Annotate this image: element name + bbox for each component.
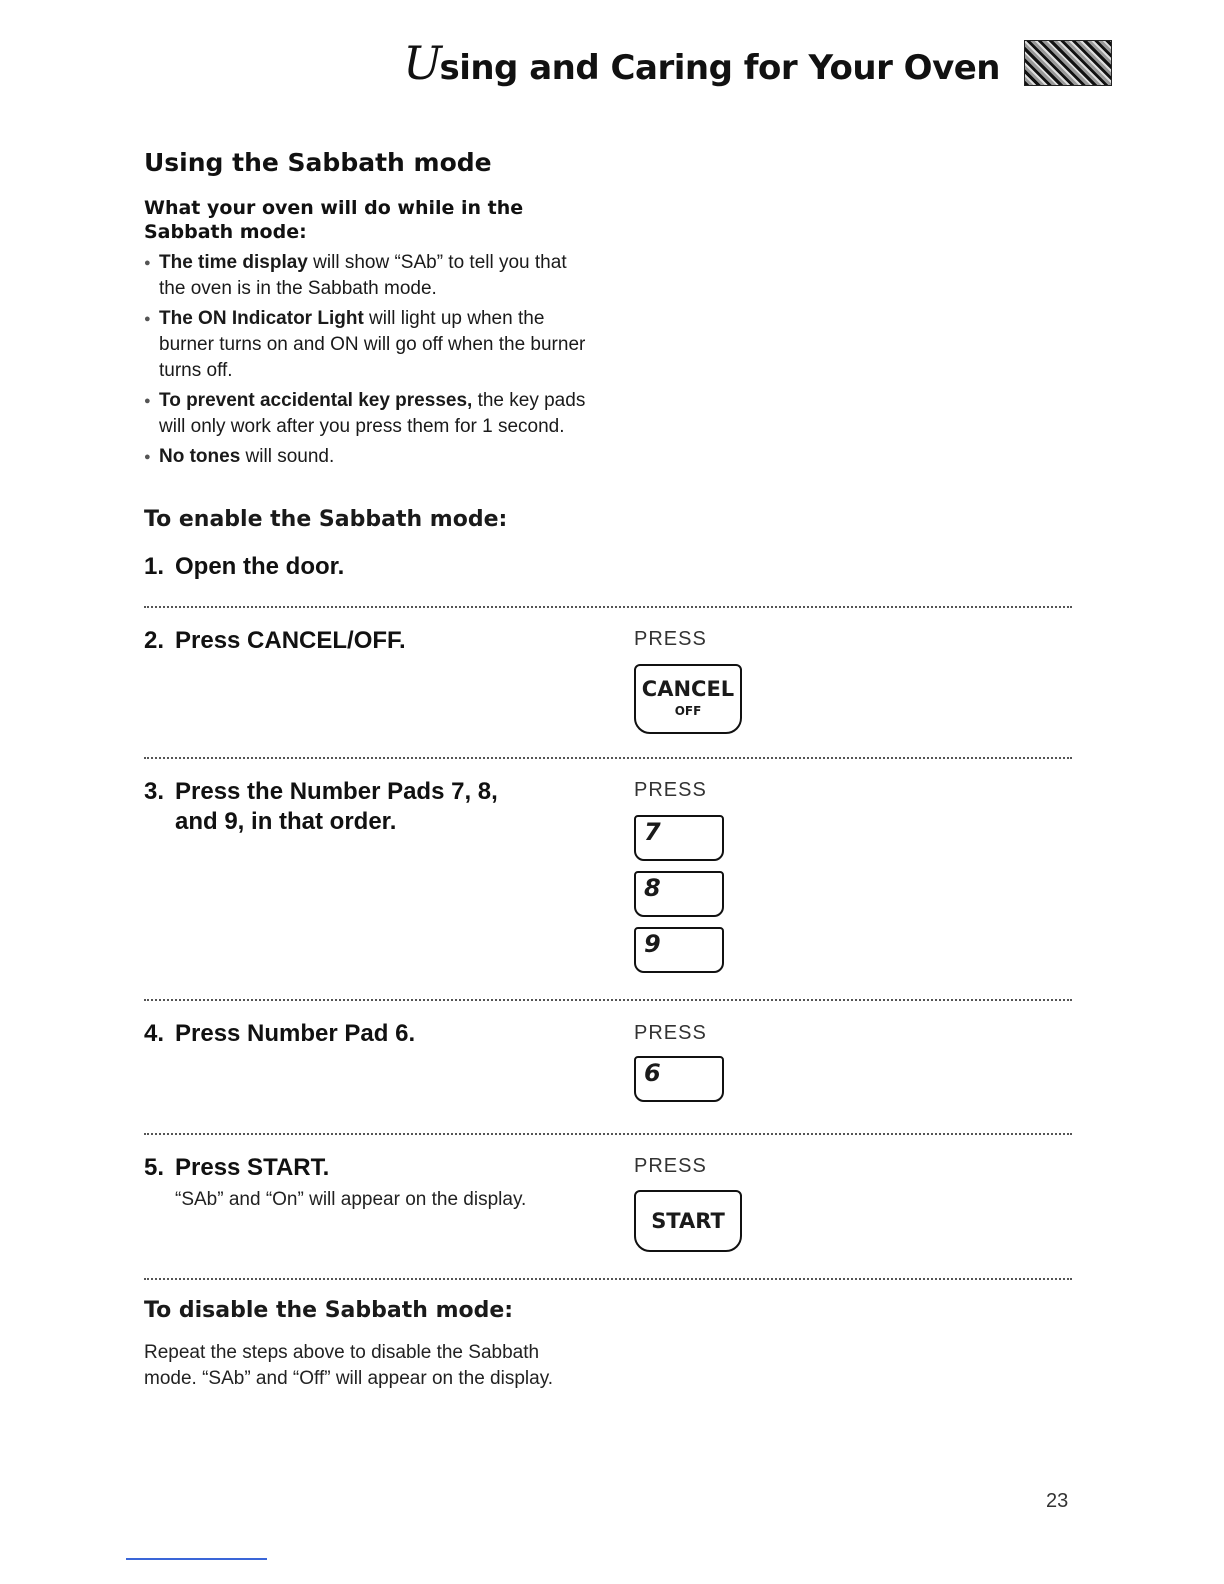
header-title-initial: U <box>403 36 442 90</box>
cancel-key-label: CANCEL <box>641 677 735 701</box>
list-item <box>144 444 594 470</box>
key-digit: 6 <box>644 1059 661 1087</box>
press-label: PRESS <box>634 779 707 801</box>
divider <box>144 757 1072 759</box>
step-text-continued: and 9, in that order. <box>175 808 397 835</box>
page-header <box>403 36 1112 90</box>
start-key <box>634 1190 742 1252</box>
enable-heading: To enable the Sabbath mode: <box>144 507 508 532</box>
bullet-text: will show “SAb” to tell you that the oven is in the Sabbath mode. <box>159 252 567 299</box>
step-text: Open the door. <box>175 553 345 580</box>
page-number: 23 <box>1046 1490 1069 1512</box>
header-pattern-graphic <box>1024 40 1112 86</box>
list-item <box>144 388 594 440</box>
key-digit: 7 <box>644 818 661 846</box>
step-3 <box>144 777 498 837</box>
step-1 <box>144 552 344 582</box>
number-pad-7-key <box>634 815 724 861</box>
bullet-bold: To prevent accidental key presses, <box>159 390 473 411</box>
divider <box>144 606 1072 608</box>
step-text: Press START. <box>175 1154 330 1181</box>
bullet-text: will sound. <box>240 446 335 467</box>
footer-line <box>126 1558 267 1560</box>
press-label: PRESS <box>634 1155 707 1177</box>
step-text: Press the Number Pads 7, 8, <box>175 778 498 805</box>
step-text: Press CANCEL/OFF. <box>175 627 406 654</box>
bullet-text: the key pads will only work after you press them for 1 second. <box>159 390 586 437</box>
step-text: Press Number Pad 6. <box>175 1020 416 1047</box>
bullet-text: will light up when the burner turns on and ON will go off when the burner turns off. <box>159 308 586 381</box>
disable-text: Repeat the steps above to disable the Sabbath mode. “SAb” and “Off” will appear on the display. <box>144 1342 554 1389</box>
header-title-rest: sing and Caring for Your Oven <box>439 48 1000 88</box>
divider <box>144 1278 1072 1280</box>
bullet-bold: The time display <box>159 252 308 273</box>
start-key-label: START <box>651 1209 725 1233</box>
section-heading: Using the Sabbath mode <box>144 148 492 177</box>
feature-list <box>144 250 594 474</box>
step-5 <box>144 1153 555 1213</box>
step-number: 5. <box>144 1154 165 1181</box>
bullet-bold: No tones <box>159 446 241 467</box>
step-number: 4. <box>144 1020 165 1047</box>
number-pad-8-key <box>634 871 724 917</box>
key-digit: 9 <box>644 930 661 958</box>
cancel-off-key <box>634 664 742 734</box>
list-item <box>144 306 594 384</box>
section-subheading: What your oven will do while in the Sabbath mode: <box>144 197 524 243</box>
step-4 <box>144 1019 415 1049</box>
key-digit: 8 <box>644 874 661 902</box>
number-pad-6-key <box>634 1056 724 1102</box>
step-2 <box>144 626 406 656</box>
number-pad-9-key <box>634 927 724 973</box>
divider <box>144 1133 1072 1135</box>
step-number: 3. <box>144 778 165 805</box>
press-label: PRESS <box>634 628 707 650</box>
off-key-label: OFF <box>674 704 702 718</box>
step-note: “SAb” and “On” will appear on the display. <box>175 1189 527 1210</box>
header-title <box>403 36 1000 90</box>
step-number: 1. <box>144 553 165 580</box>
list-item <box>144 250 594 302</box>
bullet-bold: The ON Indicator Light <box>159 308 364 329</box>
disable-heading: To disable the Sabbath mode: <box>144 1298 514 1323</box>
press-label: PRESS <box>634 1022 707 1044</box>
divider <box>144 999 1072 1001</box>
step-number: 2. <box>144 627 165 654</box>
